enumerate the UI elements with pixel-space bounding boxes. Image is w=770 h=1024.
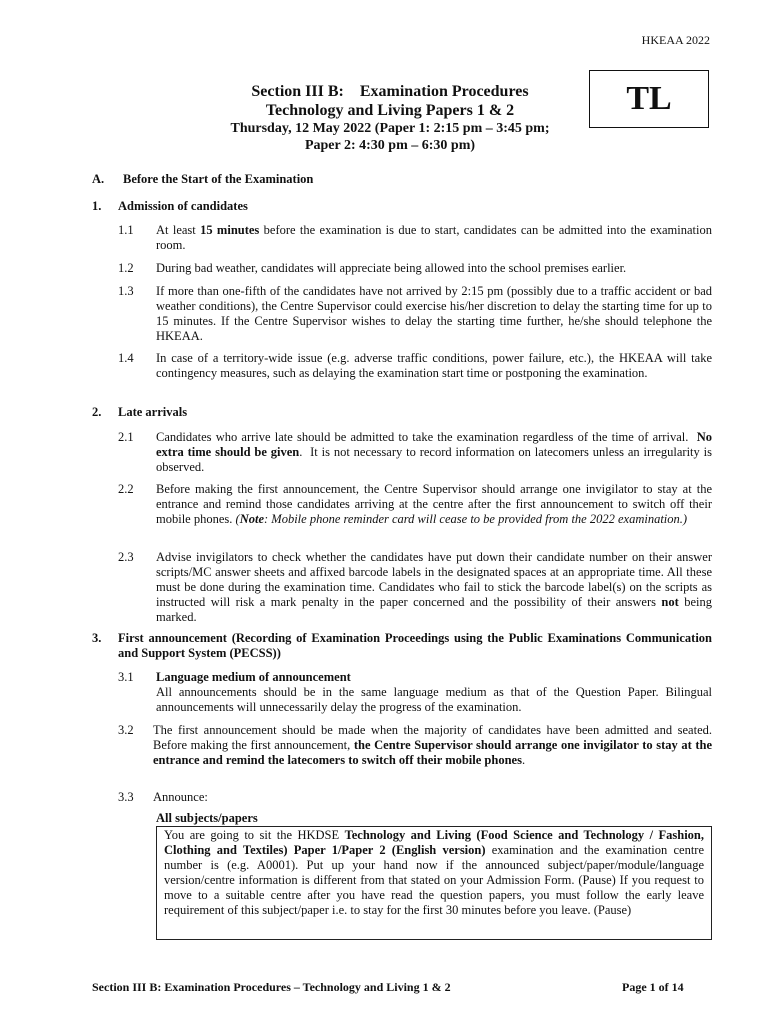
title-date-1: Thursday, 12 May 2022 (Paper 1: 2:15 pm – 3:45 pm; [230,121,550,136]
announcement-box: You are going to sit the HKDSE Technology and Living (Food Science and Technology / Fashion, Clothing and Textiles) Paper 1/Paper 2 (English version) examination and the examination centre number is (e.g. A0001). Put up your hand now if the announced subject/paper/module/language version/centre information is different from that stated on your Admission Form. (Pause) If you request to move to a suitable centre after you have read the question papers, you must follow the early leave requirement of this subject/paper i.e. to stay for the first 30 minutes before you leave. (Pause) [156,826,712,940]
item-3-3-text: Announce: [153,790,208,804]
item-2-3-number: 2.3 [118,550,134,564]
item-1-4-text: In case of a territory-wide issue (e.g. adverse traffic conditions, power failure, etc.), the HKEAA will take contingency measures, such as delaying the examination start time or postponing the examination. [156,351,712,380]
item-2-1-text: Candidates who arrive late should be admitted to take the examination regardless of the time of arrival. No extra time should be given. It is not necessary to record information on latecomers unless an irregularity is observed. [156,430,716,474]
title-date-2: Paper 2: 4:30 pm – 6:30 pm) [304,138,476,153]
section-a-letter: A. [92,172,105,186]
item-1-2-number: 1.2 [118,261,134,275]
item-1-1-text: At least 15 minutes before the examination is due to start, candidates can be admitted into the examination room. [156,223,712,252]
title-block [180,82,600,154]
item-3-1-heading: Language medium of announcement [156,670,351,684]
item-1-3-number: 1.3 [118,284,134,298]
item-1-1-number: 1.1 [118,223,134,237]
header-code: HKEAA 2022 [641,33,710,47]
item-3-3-number: 3.3 [118,790,134,804]
s3-title: First announcement (Recording of Examination Proceedings using the Public Examinations Communication and Support System (PECSS)) [118,631,712,660]
announcement-heading: All subjects/papers [156,811,258,825]
item-3-1-number: 3.1 [118,670,134,684]
s1-title: Admission of candidates [118,199,248,213]
item-3-2-number: 3.2 [118,723,134,737]
s2-title: Late arrivals [118,405,188,419]
item-2-1-number: 2.1 [118,430,134,444]
footer-title: Section III B: Examination Procedures – Technology and Living 1 & 2 [92,980,451,994]
item-1-2-text: During bad weather, candidates will appreciate being allowed into the school premises earlier. [156,261,627,275]
footer-page-number: Page 1 of 14 [622,980,684,994]
item-2-2-number: 2.2 [118,482,134,496]
section-a-title: Before the Start of the Examination [123,172,314,186]
item-2-3-text: Advise invigilators to check whether the candidates have put down their candidate number on their answer scripts/MC answer sheets and affixed barcode labels in the designated spaces at an appropriate time. All these must be done during the examination time. Candidates who fail to stick the barcode label(s) on the scripts as instructed will risk a mark penalty in the paper concerned and the possibility of their answers not being marked. [156,550,712,624]
subject-code-box: TL [589,70,709,128]
item-2-2-text: Before making the first announcement, the Centre Supervisor should arrange one invigilator to stay at the entrance and remind those candidates arriving at the centre after the first announcement to switch off their mobile phones. (Note: Mobile phone reminder card will cease to be provided from the 2022 examination.) [156,482,712,526]
title-subject: Technology and Living Papers 1 & 2 [265,102,515,119]
s1-number: 1. [92,199,102,213]
item-1-4-number: 1.4 [118,351,134,365]
item-1-3-text: If more than one-fifth of the candidates have not arrived by 2:15 pm (possibly due to a traffic accident or bad weather conditions), the Centre Supervisor could exercise his/her discretion to delay the starting time for up to 15 minutes. If the Centre Supervisor wishes to delay the starting time further, he/she should telephone the HKEAA. [156,284,712,343]
item-3-2-text: The first announcement should be made when the majority of candidates have been admitted and seated. Before making the first announcement, the Centre Supervisor should arrange one invigilator to stay at the entrance and remind the latecomers to switch off their mobile phones. [153,723,712,767]
s3-number: 3. [92,631,102,645]
item-3-1-text: All announcements should be in the same language medium as that of the Question Paper. Bilingual announcements will unnecessarily delay the progress of the examination. [156,685,712,714]
title-section: Section III B: Examination Procedures [251,83,529,100]
s2-number: 2. [92,405,102,419]
